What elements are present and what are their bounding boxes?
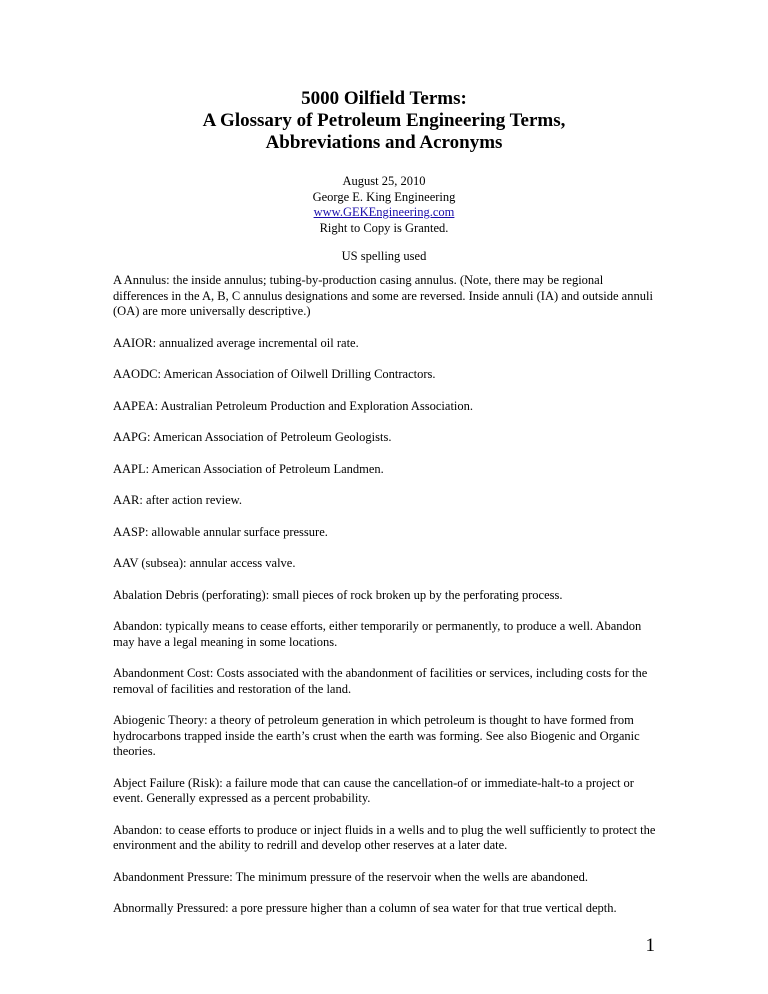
website-link[interactable]: www.GEKEngineering.com [313, 205, 455, 219]
glossary-entry: Abalation Debris (perforating): small pieces of rock broken up by the perforating process. [113, 587, 563, 602]
glossary-entries [113, 273, 658, 933]
glossary-entry: Abandon: to cease efforts to produce or inject fluids in a wells and to plug the well sufficiently to protect the environment and the ability to redrill and develop other reserves at a later date. [113, 822, 656, 852]
copyright-notice: Right to Copy is Granted. [319, 220, 449, 235]
title-line: A Glossary of Petroleum Engineering Terms, [202, 110, 566, 131]
glossary-entry: Abandon: typically means to cease efforts, either temporarily or permanently, to produce a well. Abandon may have a legal meaning in some locations. [113, 619, 642, 649]
glossary-entry: A Annulus: the inside annulus; tubing-by-production casing annulus. (Note, there may be regional differences in the A, B, C annulus designations and some are reversed. Inside annuli (IA) and outside annuli (OA) are more universally descriptive.) [113, 273, 653, 318]
glossary-entry: Abnormally Pressured: a pore pressure higher than a column of sea water for that true vertical depth. [113, 901, 617, 915]
document-date: August 25, 2010 [342, 174, 426, 188]
glossary-entry: Abiogenic Theory: a theory of petroleum generation in which petroleum is thought to have formed from hydrocarbons trapped inside the earth’s crust when the earth was forming. See also Biogenic and Organic theories. [113, 713, 640, 758]
glossary-entry: AASP: allowable annular surface pressure. [113, 524, 328, 539]
document-author: George E. King Engineering [312, 189, 456, 204]
glossary-entry: Abandonment Cost: Costs associated with the abandonment of facilities or services, including costs for the removal of facilities and restoration of the land. [113, 666, 648, 696]
glossary-entry: AAV (subsea): annular access valve. [113, 556, 296, 570]
glossary-entry: AAPEA: Australian Petroleum Production and Exploration Association. [113, 398, 474, 413]
title-line: 5000 Oilfield Terms: [301, 88, 467, 109]
glossary-entry: AAIOR: annualized average incremental oil rate. [113, 335, 359, 350]
document-meta [0, 174, 768, 265]
glossary-entry: AAODC: American Association of Oilwell Drilling Contractors. [113, 367, 436, 381]
glossary-entry: AAPG: American Association of Petroleum Geologists. [113, 430, 392, 444]
glossary-entry: Abandonment Pressure: The minimum pressure of the reservoir when the wells are abandoned. [113, 869, 588, 884]
page-number: 1 [645, 935, 655, 956]
glossary-entry: AAPL: American Association of Petroleum Landmen. [113, 461, 384, 476]
glossary-entry: Abject Failure (Risk): a failure mode that can cause the cancellation-of or immediate-halt-to a project or event. Generally expressed as a percent probability. [113, 775, 634, 805]
spelling-note: US spelling used [341, 249, 427, 263]
title-line: Abbreviations and Acronyms [265, 132, 503, 153]
glossary-entry: AAR: after action review. [113, 493, 242, 507]
document-title [0, 88, 768, 154]
